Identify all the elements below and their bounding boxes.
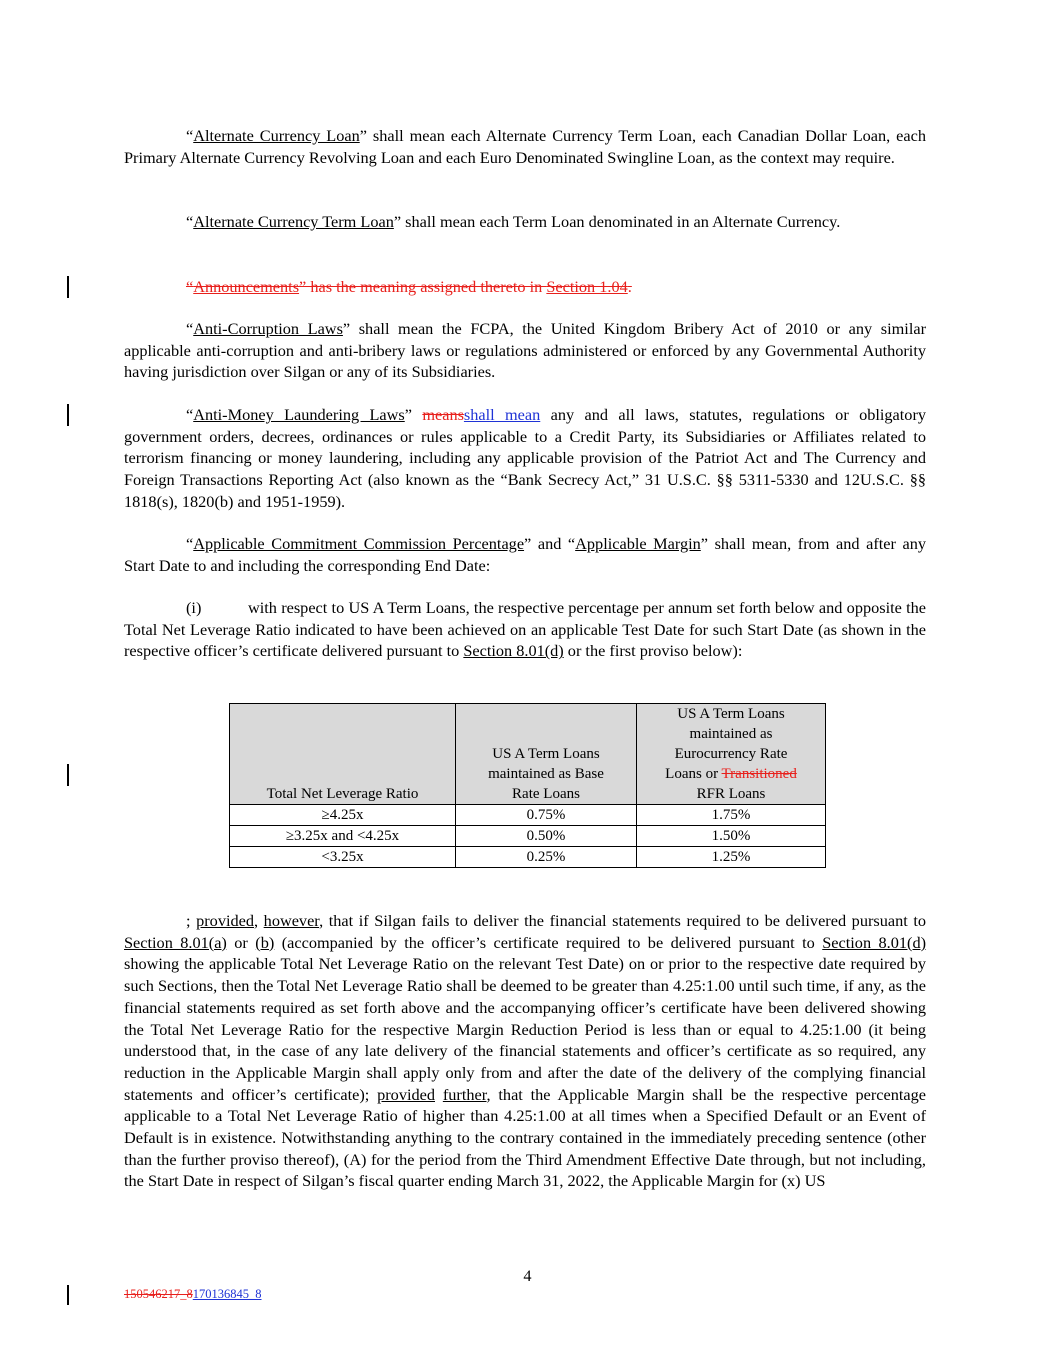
term-provided: provided	[196, 911, 254, 930]
definition-anti-corruption-laws: “Anti-Corruption Laws” shall mean the FCPA, the United Kingdom Bribery Act of 2010 or any similar applicable anti-corruption and anti-bribery laws or regulations administered or enforced by any Governmental Authority having jurisdiction over Silgan or any of its Subsidiaries.	[124, 319, 926, 382]
page-number: 4	[523, 1266, 532, 1285]
change-bar-footer	[67, 1285, 69, 1305]
change-bar-table-header	[67, 764, 69, 786]
inserted-text-shall-mean: shall mean	[463, 405, 541, 424]
proviso-paragraph: ; provided, however, that if Silgan fails to deliver the financial statements required to be delivered pursuant to Section 8.01(a) or (b) (accompanied by the officer’s certificate required to be delivered pursuant to Section 8.01(d) showing the applicable Total Net Leverage Ratio on the relevant Test Date) on or prior to the respective date required by such Sections, then the Total Net Leverage Ratio shall be deemed to be greater than 4.25:1.00 until such time, if any, as the financial statements required as set forth above and the accompanying officer’s certificate have been delivered showing the Total Net Leverage Ratio for the respective Margin Reduction Period is less than or equal to 4.25:1.00 (it being understood that, in the case of any late delivery of the financial statements and officer’s certificate as so required, any reduction in the Applicable Margin shall apply only from and after the date of the delivery of the complying financial statements and officer’s certificate); provided further, that the Applicable Margin shall be the respective percentage applicable to a Total Net Leverage Ratio of higher than 4.25:1.00 at all times when a Specified Default or an Event of Default is in existence. Notwithstanding anything to the contrary contained in the immediately preceding sentence (other than the further proviso thereof), (A) for the period from the Third Amendment Effective Date through, but not including, the Start Date in respect of Silgan’s fiscal quarter ending March 31, 2022, the Applicable Margin for (x) US	[124, 911, 927, 1191]
applicable-margin-table	[229, 703, 826, 868]
section-ref-1-04: Section 1.04	[546, 277, 628, 296]
table-row: <3.25x 0.25% 1.25%	[230, 847, 826, 868]
term-provided-further-1: provided	[377, 1084, 435, 1104]
change-bar-anti-money	[67, 404, 69, 426]
document-id	[124, 1287, 262, 1302]
deleted-text-means: means	[422, 405, 464, 424]
term-applicable-commitment-commission-percentage: Applicable Commitment Commission Percentage	[193, 534, 525, 553]
definition-alternate-currency-term-loan: “Alternate Currency Term Loan” shall mean each Term Loan denominated in an Alternate Currency.	[186, 212, 841, 231]
term-anti-money-laundering-laws: Anti-Money Laundering Laws	[193, 405, 405, 424]
deleted-document-id: 150546217_8	[124, 1287, 193, 1301]
clause-number: (i)	[186, 598, 202, 617]
definition-anti-money-laundering-laws: “Anti-Money Laundering Laws” meansshall mean any and all laws, statutes, regulations or obligatory government orders, decrees, ordinances or rules applicable to a Credit Party, its Subsidiaries or Affiliates related to terrorism financing or money laundering, including any applicable provision of the Patriot Act and The Currency and Foreign Transactions Reporting Act (also known as the “Bank Secrecy Act,” 31 U.S.C. §§ 5311-5330 and 12U.S.C. §§ 1818(s), 1820(b) and 1951-1959).	[124, 405, 927, 511]
term-however: however	[263, 911, 320, 930]
inserted-document-id: 170136845_8	[192, 1287, 262, 1301]
section-ref-8-01-d-2: Section 8.01(d)	[822, 932, 927, 952]
definition-applicable-margin: “Applicable Commitment Commission Percentage” and “Applicable Margin” shall mean, from and after any Start Date to and including the corresponding End Date:	[124, 534, 926, 575]
term-anti-corruption-laws: Anti-Corruption Laws	[193, 319, 343, 338]
section-ref-8-01-d: Section 8.01(d)	[463, 641, 564, 661]
definition-announcements-deleted: “Announcements” has the meaning assigned thereto in Section 1.04.	[186, 277, 632, 296]
table-header-row	[230, 704, 826, 805]
header-base-rate-loans: US A Term Loans maintained as Base Rate Loans	[456, 704, 637, 805]
table-row: ≥3.25x and <4.25x 0.50% 1.50%	[230, 826, 826, 847]
header-eurocurrency-rate-loans: US A Term Loans maintained as Eurocurrency Rate Loans or Transitioned RFR Loans	[637, 704, 826, 805]
term-announcements: Announcements	[193, 277, 300, 296]
deleted-text-transitioned: Transitioned	[721, 766, 797, 782]
section-ref-b: (b)	[255, 932, 275, 952]
section-ref-8-01-a: Section 8.01(a)	[124, 932, 227, 952]
term-further: further	[442, 1084, 487, 1104]
clause-i-us-a-term-loans: (i) with respect to US A Term Loans, the respective percentage per annum set forth below and opposite the Total Net Leverage Ratio indicated to have been achieved on an applicable Test Date for such Start Date (as shown in the respective officer’s certificate delivered pursuant to Section 8.01(d) or the first proviso below):	[124, 598, 926, 661]
term-alternate-currency-term-loan: Alternate Currency Term Loan	[193, 212, 394, 231]
table-row: ≥4.25x 0.75% 1.75%	[230, 805, 826, 826]
term-applicable-margin: Applicable Margin	[575, 534, 701, 553]
change-bar-announcements	[67, 276, 69, 298]
header-total-net-leverage-ratio: Total Net Leverage Ratio	[230, 704, 456, 805]
term-alternate-currency-loan: Alternate Currency Loan	[193, 126, 360, 145]
definition-alternate-currency-loan: “Alternate Currency Loan” shall mean each Alternate Currency Term Loan, each Canadian Dollar Loan, each Primary Alternate Currency Revolving Loan and each Euro Denominated Swingline Loan, as the context may require.	[124, 126, 926, 167]
